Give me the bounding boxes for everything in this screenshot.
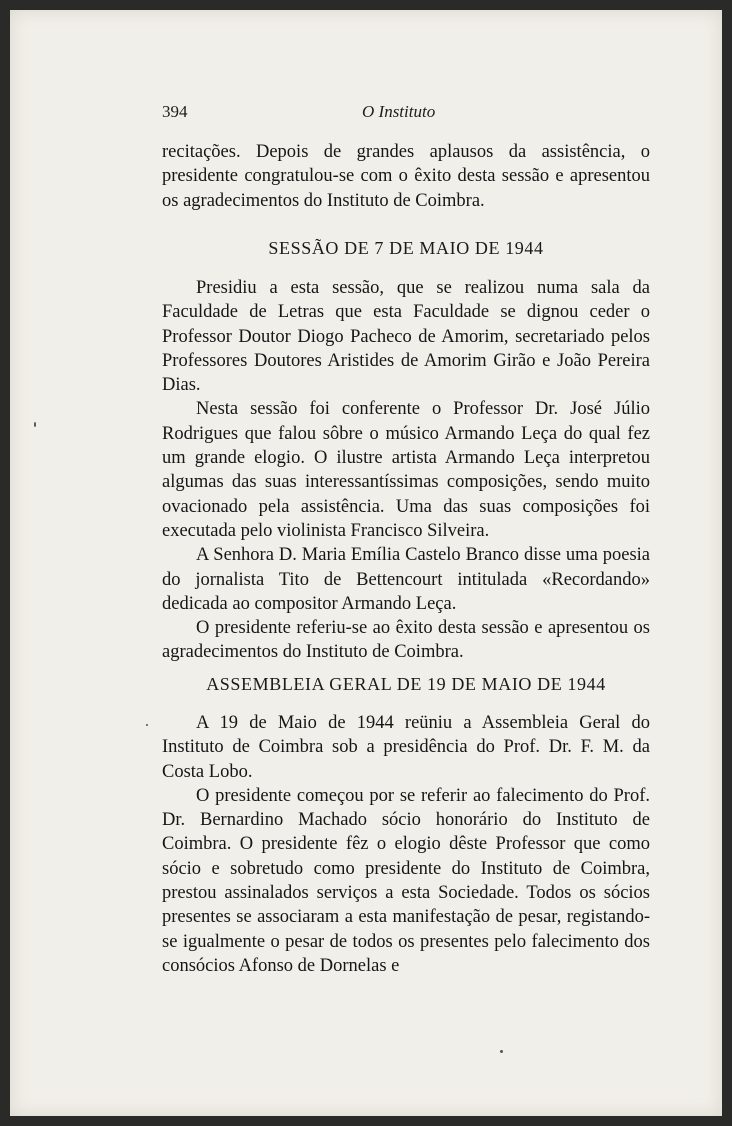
paragraph: O presidente referiu-se ao êxito desta sessão e apresentou os agradecimentos do Instituto de Coimbra. [162,618,650,663]
intro-paragraph: recitações. Depois de grandes aplausos da assistência, o presidente congratulou-se com o êxito desta sessão e apresentou os agradecimentos do Instituto de Coimbra. [162,142,650,211]
section-heading-assembleia: ASSEMBLEIA GERAL DE 19 DE MAIO DE 1944 [206,674,606,694]
paper-speck [146,724,148,726]
paragraph: A 19 de Maio de 1944 reüniu a Assembleia Geral do Instituto de Coimbra sob a presidência do Prof. Dr. F. M. da Costa Lobo. [162,713,650,782]
book-page [10,10,722,1116]
running-header [162,102,650,126]
section-sessao-body [162,276,650,665]
intro-text [162,140,650,213]
section-heading-sessao: SESSÃO DE 7 DE MAIO DE 1944 [268,238,544,258]
paragraph: O presidente começou por se referir ao falecimento do Prof. Dr. Bernardino Machado sócio honorário do Instituto de Coimbra. O presidente fêz o elogio dêste Professor que como sócio e sobretudo como presidente do Instituto de Coimbra, prestou assinalados serviços a esta Sociedade. Todos os sócios presentes se associaram a esta manifestação de pesar, registando-se igualmente o pesar de todos os presentes pelo falecimento dos consócios Afonso de Dornelas e [162,785,650,976]
section-assembleia-body [162,711,650,978]
paper-speck [34,422,36,427]
paragraph: A Senhora D. Maria Emília Castelo Branco disse uma poesia do jornalista Tito de Bettencourt intitulada «Recordando» dedicada ao compositor Armando Leça. [162,545,650,614]
paper-speck [500,1050,503,1053]
paragraph: Presidiu a esta sessão, que se realizou numa sala da Faculdade de Letras que esta Faculdade se dignou ceder o Professor Doutor Diogo Pacheco de Amorim, secretariado pelos Professores Doutores Aristides de Amorim Girão e João Pereira Dias. [162,278,650,396]
paragraph: Nesta sessão foi conferente o Professor Dr. José Júlio Rodrigues que falou sôbre o músico Armando Leça do qual fez um grande elogio. O ilustre artista Armando Leça interpretou algumas das suas interessantíssimas composições, sendo muito ovacionado pela assistência. Uma das suas composições foi executada pelo violinista Francisco Silveira. [162,399,650,541]
running-title: O Instituto [362,102,436,121]
page-number: 394 [162,102,188,121]
